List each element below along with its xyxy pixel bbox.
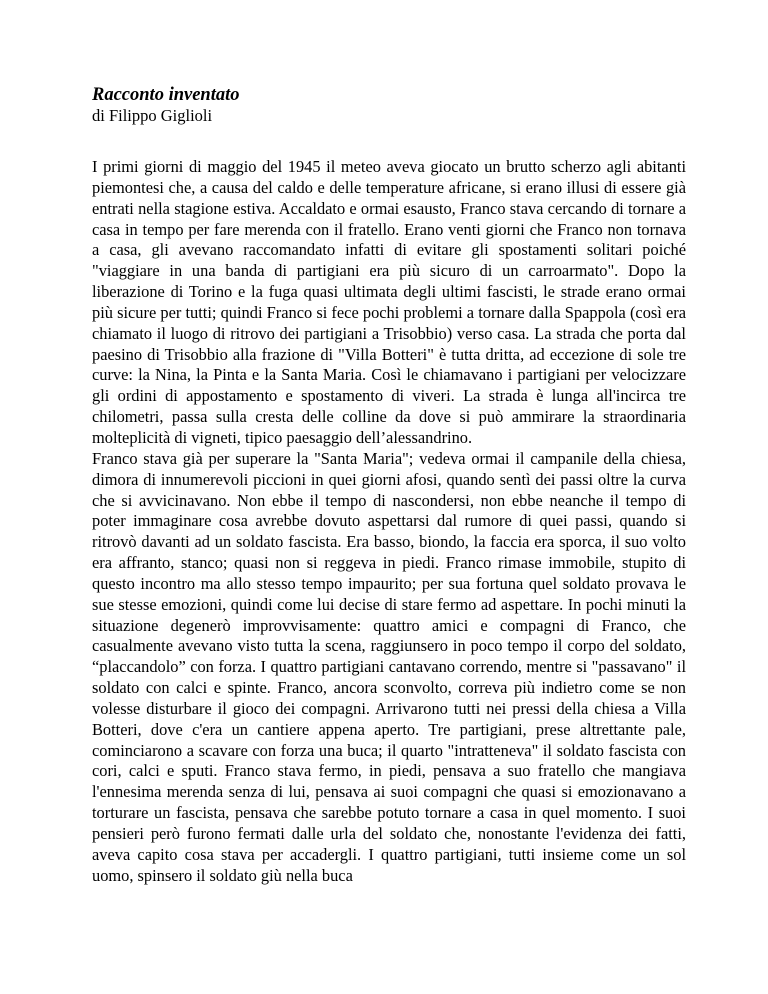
- paragraph: I primi giorni di maggio del 1945 il meteo aveva giocato un brutto scherzo agli abitanti piemontesi che, a causa del caldo e delle temperature africane, si erano illusi di essere già entrati nella stagione estiva. Accaldato e ormai esausto, Franco stava cercando di tornare a casa in tempo per fare merenda con il fratello. Erano venti giorni che Franco non tornava a casa, gli avevano raccomandato infatti di evitare gli spostamenti solitari poiché "viaggiare in una banda di partigiani era più sicuro di un carroarmato". Dopo la liberazione di Torino e la fuga quasi ultimata degli ultimi fascisti, le strade erano ormai più sicure per tutti; quindi Franco si fece pochi problemi a tornare dalla Spappola (così era chiamato il luogo di ritrovo dei partigiani a Trisobbio) verso casa. La strada che porta dal paesino di Trisobbio alla frazione di "Villa Botteri" è tutta dritta, ad eccezione di sole tre curve: la Nina, la Pinta e la Santa Maria. Così le chiamavano i partigiani per velocizzare gli ordini di appostamento e spostamento di viveri. La strada è lunga all'incirca tre chilometri, passa sulla cresta delle colline da dove si può ammirare la straordinaria molteplicità di vigneti, tipico paesaggio dell’alessandrino.: [92, 157, 686, 447]
- paragraph: Franco stava già per superare la "Santa Maria"; vedeva ormai il campanile della chiesa, dimora di innumerevoli piccioni in quei giorni afosi, quando sentì dei passi oltre la curva che si avvicinavano. Non ebbe il tempo di nascondersi, non ebbe neanche il tempo di poter immaginare cosa avrebbe dovuto aspettarsi dal rumore di quei passi, quando si ritrovò davanti ad un soldato fascista. Era basso, biondo, la faccia era sporca, il suo volto era affranto, stanco; quasi non si reggeva in piedi. Franco rimase immobile, stupito di questo incontro ma allo stesso tempo impaurito; per sua fortuna quel soldato provava le sue stesse emozioni, quindi come lui decise di stare fermo ad aspettare. In pochi minuti la situazione degenerò improvvisamente: quattro amici e compagni di Franco, che casualmente avevano visto tutta la scena, raggiunsero in poco tempo il corpo del soldato, “placcandolo” con forza. I quattro partigiani cantavano correndo, mentre si "passavano" il soldato con calci e spinte. Franco, ancora sconvolto, correva più indietro come se non volesse disturbare il gioco dei compagni. Arrivarono tutti nei pressi della chiesa a Villa Botteri, dove c'era un cantiere appena aperto. Tre partigiani, prese altrettante pale, cominciarono a scavare con forza una buca; il quarto "intratteneva" il soldato fascista con cori, calci e sputi. Franco stava fermo, in piedi, pensava a suo fratello che mangiava l'ennesima merenda senza di lui, pensava ai suoi compagni che quasi si emozionavano a torturare un fascista, pensava che sarebbe potuto tornare a casa in quel momento. I suoi pensieri però furono fermati dalle urla del soldato che, nonostante l'evidenza dei fatti, aveva capito cosa stava per accadergli. I quattro partigiani, tutti insieme come un sol uomo, spinsero il soldato giù nella buca: [92, 448, 686, 885]
- document-title: Racconto inventato: [92, 85, 240, 105]
- document-body: [92, 157, 686, 887]
- document-page: [92, 84, 686, 887]
- document-byline: di Filippo Giglioli: [92, 106, 213, 125]
